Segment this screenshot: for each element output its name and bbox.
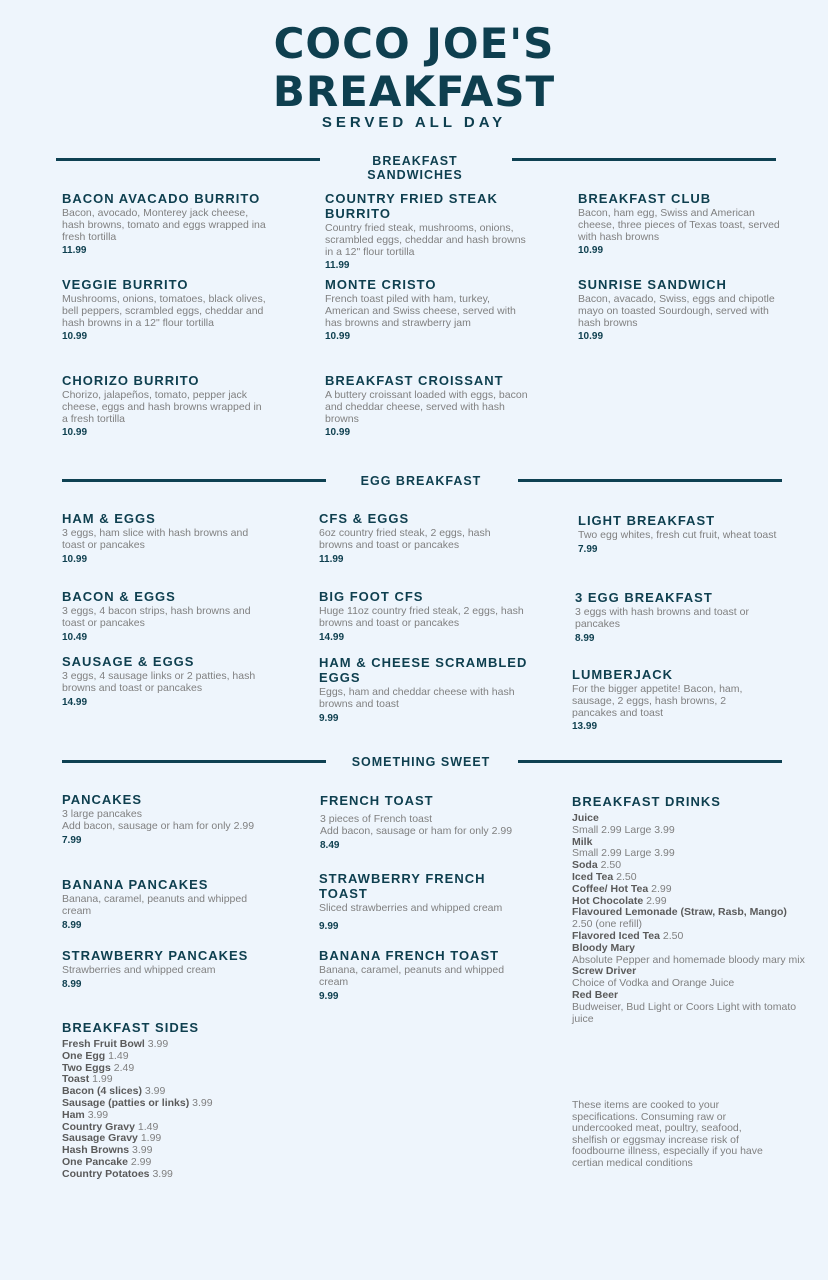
section-divider — [518, 479, 782, 482]
menu-item — [62, 511, 267, 565]
drink-name: Flavoured Lemonade (Straw, Rasb, Mango) — [572, 906, 787, 919]
menu-item — [320, 793, 525, 851]
drink-name: Milk — [572, 835, 593, 848]
item-name: BIG FOOT CFS — [319, 589, 424, 604]
section-title-sandwiches: BREAKFAST SANDWICHES — [367, 154, 463, 182]
item-name: COUNTRY FRIED STEAK BURRITO — [325, 191, 498, 221]
item-description: Huge 11oz country fried steak, 2 eggs, hash browns and toast or pancakes — [319, 605, 524, 629]
list-item: Ham 3.99 — [62, 1108, 109, 1121]
item-price: 10.99 — [578, 331, 604, 343]
item-name: STRAWBERRY FRENCH TOAST — [319, 871, 486, 901]
list-item: Sausage Gravy 1.99 — [62, 1132, 162, 1145]
item-description: Mushrooms, onions, tomatoes, black olives, bell peppers, scrambled eggs, cheddar and hash browns in a 12" flour tortilla — [62, 293, 266, 329]
item-name: BANANA PANCAKES — [62, 877, 209, 892]
drink-detail: Absolute Pepper and homemade bloody mary mix — [572, 953, 805, 966]
item-description: Country fried steak, mushrooms, onions, scrambled eggs, cheddar and hash browns in a 12" flour tortilla — [325, 222, 526, 258]
drink-detail: Small 2.99 Large 3.99 — [572, 823, 675, 836]
item-description: A buttery croissant loaded with eggs, bacon and cheddar cheese, served with hash browns — [325, 389, 528, 425]
item-description: Banana, caramel, peanuts and whipped cream — [319, 964, 505, 988]
item-description: 3 pieces of French toast — [320, 813, 433, 825]
item-description: Sliced strawberries and whipped cream — [319, 902, 503, 914]
section-title-egg-breakfast: EGG BREAKFAST — [360, 474, 482, 488]
menu-item — [319, 655, 529, 724]
list-item: Sausage (patties or links) 3.99 — [62, 1096, 213, 1109]
menu-title-line2: BREAKFAST — [272, 67, 556, 116]
drink-detail: 2.50 (one refill) — [572, 918, 643, 931]
item-description: 3 eggs, 4 sausage links or 2 patties, hash browns and toast or pancakes — [62, 670, 256, 694]
menu-item — [62, 277, 267, 342]
item-name: BREAKFAST CROISSANT — [325, 373, 504, 388]
drink-item: Flavored Iced Tea 2.50 — [572, 929, 684, 942]
section-title-something-sweet: SOMETHING SWEET — [351, 755, 491, 769]
menu-item — [62, 792, 267, 846]
list-item: Two Eggs 2.49 — [62, 1061, 135, 1074]
item-description: Eggs, ham and cheddar cheese with hash browns and toast — [319, 686, 515, 710]
menu-item — [325, 191, 530, 271]
item-description: 3 eggs, 4 bacon strips, hash browns and toast or pancakes — [62, 605, 251, 629]
item-name: BREAKFAST CLUB — [578, 191, 712, 206]
list-item: Fresh Fruit Bowl 3.99 — [62, 1038, 169, 1050]
item-price: 8.99 — [62, 919, 82, 931]
list-item: Toast 1.99 — [62, 1073, 113, 1086]
sides-list — [62, 1039, 267, 1181]
list-item: One Pancake 2.99 — [62, 1155, 152, 1168]
drinks-list — [572, 813, 812, 1025]
tagline: SERVED ALL DAY — [321, 114, 507, 131]
menu-item — [578, 277, 783, 342]
drink-detail: Budweiser, Bud Light or Coors Light with tomato juice — [572, 1000, 797, 1025]
food-safety-disclaimer: These items are cooked to your specifications. Consuming raw or undercooked meat, poultry, seafood, shelfish or eggsmay increase risk of foodbourne illness, especially if you have certian medical conditions — [572, 1099, 763, 1169]
drink-item: Hot Chocolate 2.99 — [572, 894, 667, 907]
item-name: SUNRISE SANDWICH — [578, 277, 727, 292]
list-item: Country Potatoes 3.99 — [62, 1167, 173, 1180]
item-price: 10.99 — [62, 427, 88, 439]
item-price: 11.99 — [319, 553, 344, 565]
drink-item: Iced Tea 2.50 — [572, 870, 637, 883]
item-price: 14.99 — [62, 696, 88, 708]
item-description: Add bacon, sausage or ham for only 2.99 — [320, 824, 513, 837]
menu-item — [319, 871, 519, 932]
section-divider — [518, 760, 782, 763]
item-name: BACON AVACADO BURRITO — [62, 191, 261, 206]
menu-item — [62, 589, 267, 643]
menu-item — [325, 373, 530, 438]
list-item: Bacon (4 slices) 3.99 — [62, 1085, 166, 1098]
item-name: MONTE CRISTO — [325, 277, 437, 292]
item-description: 3 large pancakes — [62, 808, 142, 820]
item-price: 10.99 — [325, 427, 351, 439]
item-price: 11.99 — [62, 245, 87, 257]
menu-item — [62, 877, 267, 931]
drink-name: Bloody Mary — [572, 941, 636, 954]
menu-item — [578, 191, 783, 256]
section-title-drinks: BREAKFAST DRINKS — [572, 794, 721, 809]
item-price: 8.49 — [320, 839, 340, 851]
menu-item — [575, 590, 780, 644]
item-price: 10.99 — [62, 553, 88, 565]
item-description: Bacon, ham egg, Swiss and American cheese, three pieces of Texas toast, served with hash browns — [578, 207, 780, 243]
section-divider — [62, 760, 326, 763]
item-price: 10.49 — [62, 631, 88, 643]
item-price: 10.99 — [578, 245, 604, 257]
item-description: Chorizo, jalapeños, tomato, pepper jack cheese, eggs and hash browns wrapped in a fresh tortilla — [62, 389, 262, 425]
item-name: FRENCH TOAST — [320, 793, 434, 808]
menu-item — [319, 589, 524, 643]
item-price: 8.99 — [62, 978, 82, 990]
item-name: 3 EGG BREAKFAST — [575, 590, 713, 605]
item-price: 11.99 — [325, 260, 350, 272]
item-price: 7.99 — [62, 834, 82, 846]
item-price: 14.99 — [319, 631, 345, 643]
item-description: French toast piled with ham, turkey, American and Swiss cheese, served with has browns and strawberry jam — [325, 293, 516, 329]
item-price: 9.99 — [319, 712, 339, 724]
item-price: 9.99 — [319, 990, 339, 1002]
drink-name: Red Beer — [572, 988, 619, 1001]
item-price: 10.99 — [62, 331, 88, 343]
item-description: Bacon, avocado, Monterey jack cheese, hash browns, tomato and eggs wrapped ina fresh tortilla — [62, 207, 266, 243]
list-item: Hash Browns 3.99 — [62, 1144, 153, 1157]
drinks-section — [572, 794, 812, 1025]
menu-item — [319, 948, 524, 1002]
item-name: HAM & EGGS — [62, 511, 156, 526]
menu-item — [62, 948, 282, 990]
list-item: One Egg 1.49 — [62, 1049, 129, 1062]
item-name: LUMBERJACK — [572, 667, 673, 682]
item-description: 3 eggs with hash browns and toast or pancakes — [575, 606, 749, 630]
item-description: Banana, caramel, peanuts and whipped cream — [62, 893, 248, 917]
item-description: For the bigger appetite! Bacon, ham, sausage, 2 eggs, hash browns, 2 pancakes and toast — [572, 683, 743, 719]
item-price: 10.99 — [325, 331, 351, 343]
menu-item — [572, 667, 762, 732]
item-description: Strawberries and whipped cream — [62, 964, 216, 976]
menu-item — [578, 513, 783, 555]
item-name: BACON & EGGS — [62, 589, 176, 604]
item-description: Add bacon, sausage or ham for only 2.99 — [62, 819, 255, 832]
item-price: 8.99 — [575, 632, 595, 644]
item-name: HAM & CHEESE SCRAMBLED EGGS — [319, 655, 528, 685]
drink-item: Soda 2.50 — [572, 859, 622, 872]
item-description: 6oz country fried steak, 2 eggs, hash browns and toast or pancakes — [319, 527, 491, 551]
drink-detail: Small 2.99 Large 3.99 — [572, 847, 675, 860]
item-name: STRAWBERRY PANCAKES — [62, 948, 249, 963]
menu-item — [62, 654, 267, 708]
sides-section — [62, 1020, 267, 1181]
item-description: 3 eggs, ham slice with hash browns and toast or pancakes — [62, 527, 249, 551]
section-divider — [56, 158, 320, 161]
item-description: Two egg whites, fresh cut fruit, wheat toast — [578, 529, 777, 541]
item-name: SAUSAGE & EGGS — [62, 654, 195, 669]
menu-title-line1: COCO JOE'S — [273, 19, 555, 68]
drink-name: Juice — [572, 812, 599, 824]
section-title-sides: BREAKFAST SIDES — [62, 1020, 200, 1035]
item-name: CHORIZO BURRITO — [62, 373, 200, 388]
menu-item — [62, 191, 267, 256]
drink-detail: Choice of Vodka and Orange Juice — [572, 977, 735, 990]
item-name: BANANA FRENCH TOAST — [319, 948, 500, 963]
item-price: 7.99 — [578, 543, 598, 555]
menu-item — [325, 277, 530, 342]
section-divider — [512, 158, 776, 161]
item-name: LIGHT BREAKFAST — [578, 513, 716, 528]
list-item: Country Gravy 1.49 — [62, 1120, 159, 1133]
item-price: 9.99 — [319, 920, 339, 932]
menu-item — [319, 511, 524, 565]
menu-item — [62, 373, 267, 438]
item-name: CFS & EGGS — [319, 511, 410, 526]
item-description: Bacon, avacado, Swiss, eggs and chipotle mayo on toasted Sourdough, served with hash browns — [578, 293, 775, 329]
item-name: VEGGIE BURRITO — [62, 277, 189, 292]
section-divider — [62, 479, 326, 482]
drink-name: Screw Driver — [572, 965, 637, 978]
item-price: 13.99 — [572, 721, 598, 733]
drink-item: Coffee/ Hot Tea 2.99 — [572, 882, 672, 895]
item-name: PANCAKES — [62, 792, 142, 807]
